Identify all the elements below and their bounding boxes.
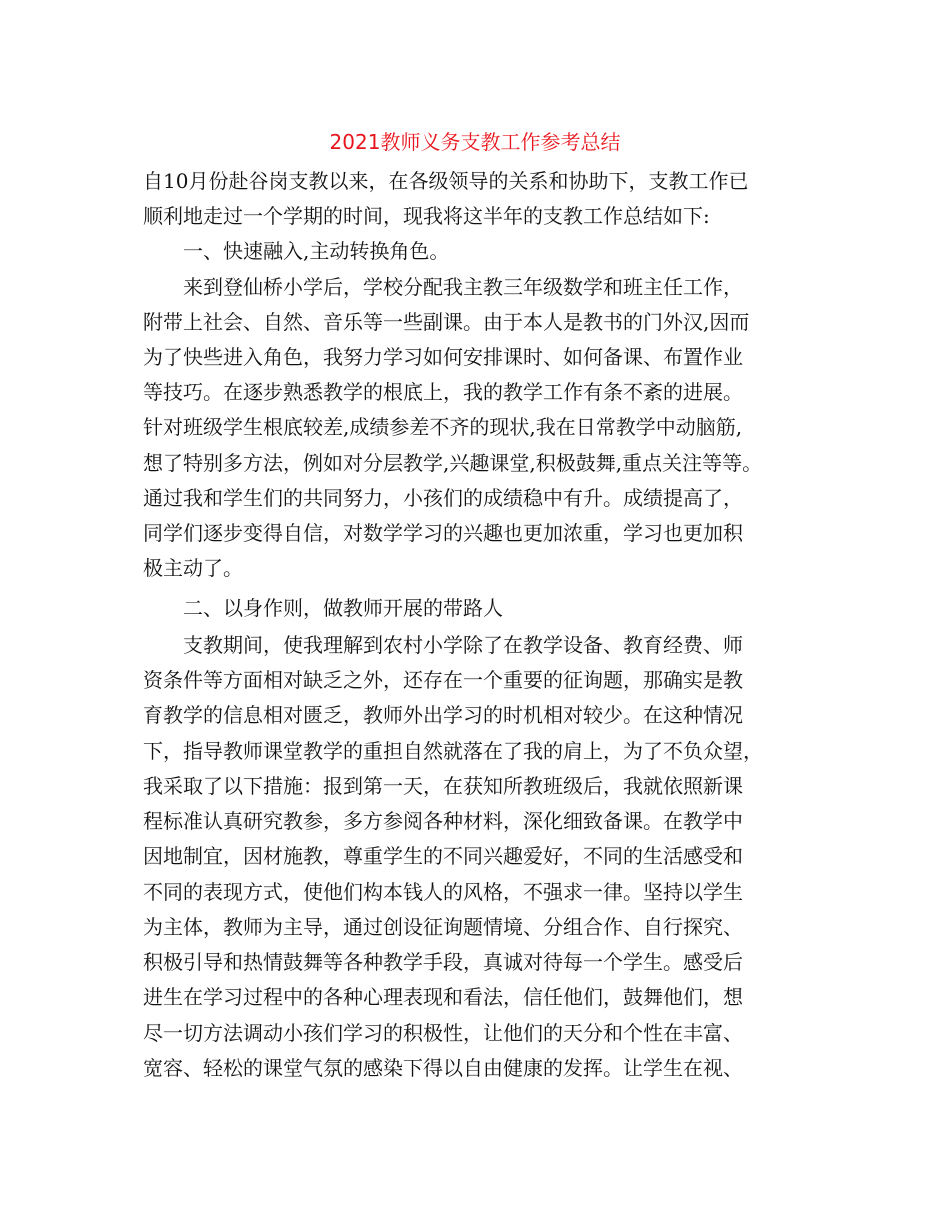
text-line: 自10月份赴谷岗支教以来，在各级领导的关系和协助下，支教工作已	[143, 169, 749, 193]
text-line: 二、以身作则，做教师开展的带路人	[143, 596, 503, 620]
text-line: 进生在学习过程中的各种心理表现和看法，信任他们，鼓舞他们，想	[143, 985, 743, 1009]
text-line: 为了快些进入角色，我努力学习如何安排课时、如何备课、布置作业	[143, 345, 743, 369]
text-line: 想了特别多方法，例如对分层教学,兴趣课堂,积极鼓舞,重点关注等等。	[143, 451, 763, 475]
text-line: 下，指导教师课堂教学的重担自然就落在了我的肩上，为了不负众望，	[143, 739, 763, 763]
text-line: 积极引导和热情鼓舞等各种教学手段，真诚对待每一个学生。感受后	[143, 950, 743, 974]
text-line: 不同的表现方式，使他们构本钱人的风格，不强求一律。坚持以学生	[143, 880, 743, 904]
text-line: 极主动了。	[143, 556, 243, 580]
text-line: 因地制宜，因材施教，尊重学生的不同兴趣爱好，不同的生活感受和	[143, 844, 743, 868]
text-line: 育教学的信息相对匮乏，教师外出学习的时机相对较少。在这种情况	[143, 703, 743, 727]
document-title: 2021教师义务支教工作参考总结	[329, 130, 621, 154]
text-line: 宽容、轻松的课堂气氛的感染下得以自由健康的发挥。让学生在视、	[143, 1056, 743, 1080]
text-line: 资条件等方面相对缺乏之外，还存在一个重要的征询题，那确实是教	[143, 668, 743, 692]
text-line: 一、快速融入,主动转换角色。	[143, 239, 450, 263]
text-line: 顺利地走过一个学期的时间，现我将这半年的支教工作总结如下:	[143, 204, 710, 228]
text-line: 通过我和学生们的共同努力，小孩们的成绩稳中有升。成绩提高了，	[143, 486, 743, 510]
text-line: 等技巧。在逐步熟悉教学的根底上，我的教学工作有条不紊的进展。	[143, 380, 743, 404]
text-line: 程标准认真研究教参，多方参阅各种材料，深化细致备课。在教学中	[143, 809, 743, 833]
text-line: 支教期间，使我理解到农村小学除了在教学设备、教育经费、师	[143, 633, 743, 657]
text-line: 同学们逐步变得自信，对数学学习的兴趣也更加浓重，学习也更加积	[143, 521, 743, 545]
text-line: 为主体，教师为主导，通过创设征询题情境、分组合作、自行探究、	[143, 915, 743, 939]
text-line: 来到登仙桥小学后，学校分配我主教三年级数学和班主任工作，	[143, 275, 743, 299]
text-line: 针对班级学生根底较差,成绩参差不齐的现状,我在日常教学中动脑筋,	[143, 415, 743, 439]
text-line: 尽一切方法调动小孩们学习的积极性，让他们的天分和个性在丰富、	[143, 1021, 743, 1045]
text-line: 我采取了以下措施：报到第一天，在获知所教班级后，我就依照新课	[143, 774, 743, 798]
text-line: 附带上社会、自然、音乐等一些副课。由于本人是教书的门外汉,因而	[143, 310, 750, 334]
